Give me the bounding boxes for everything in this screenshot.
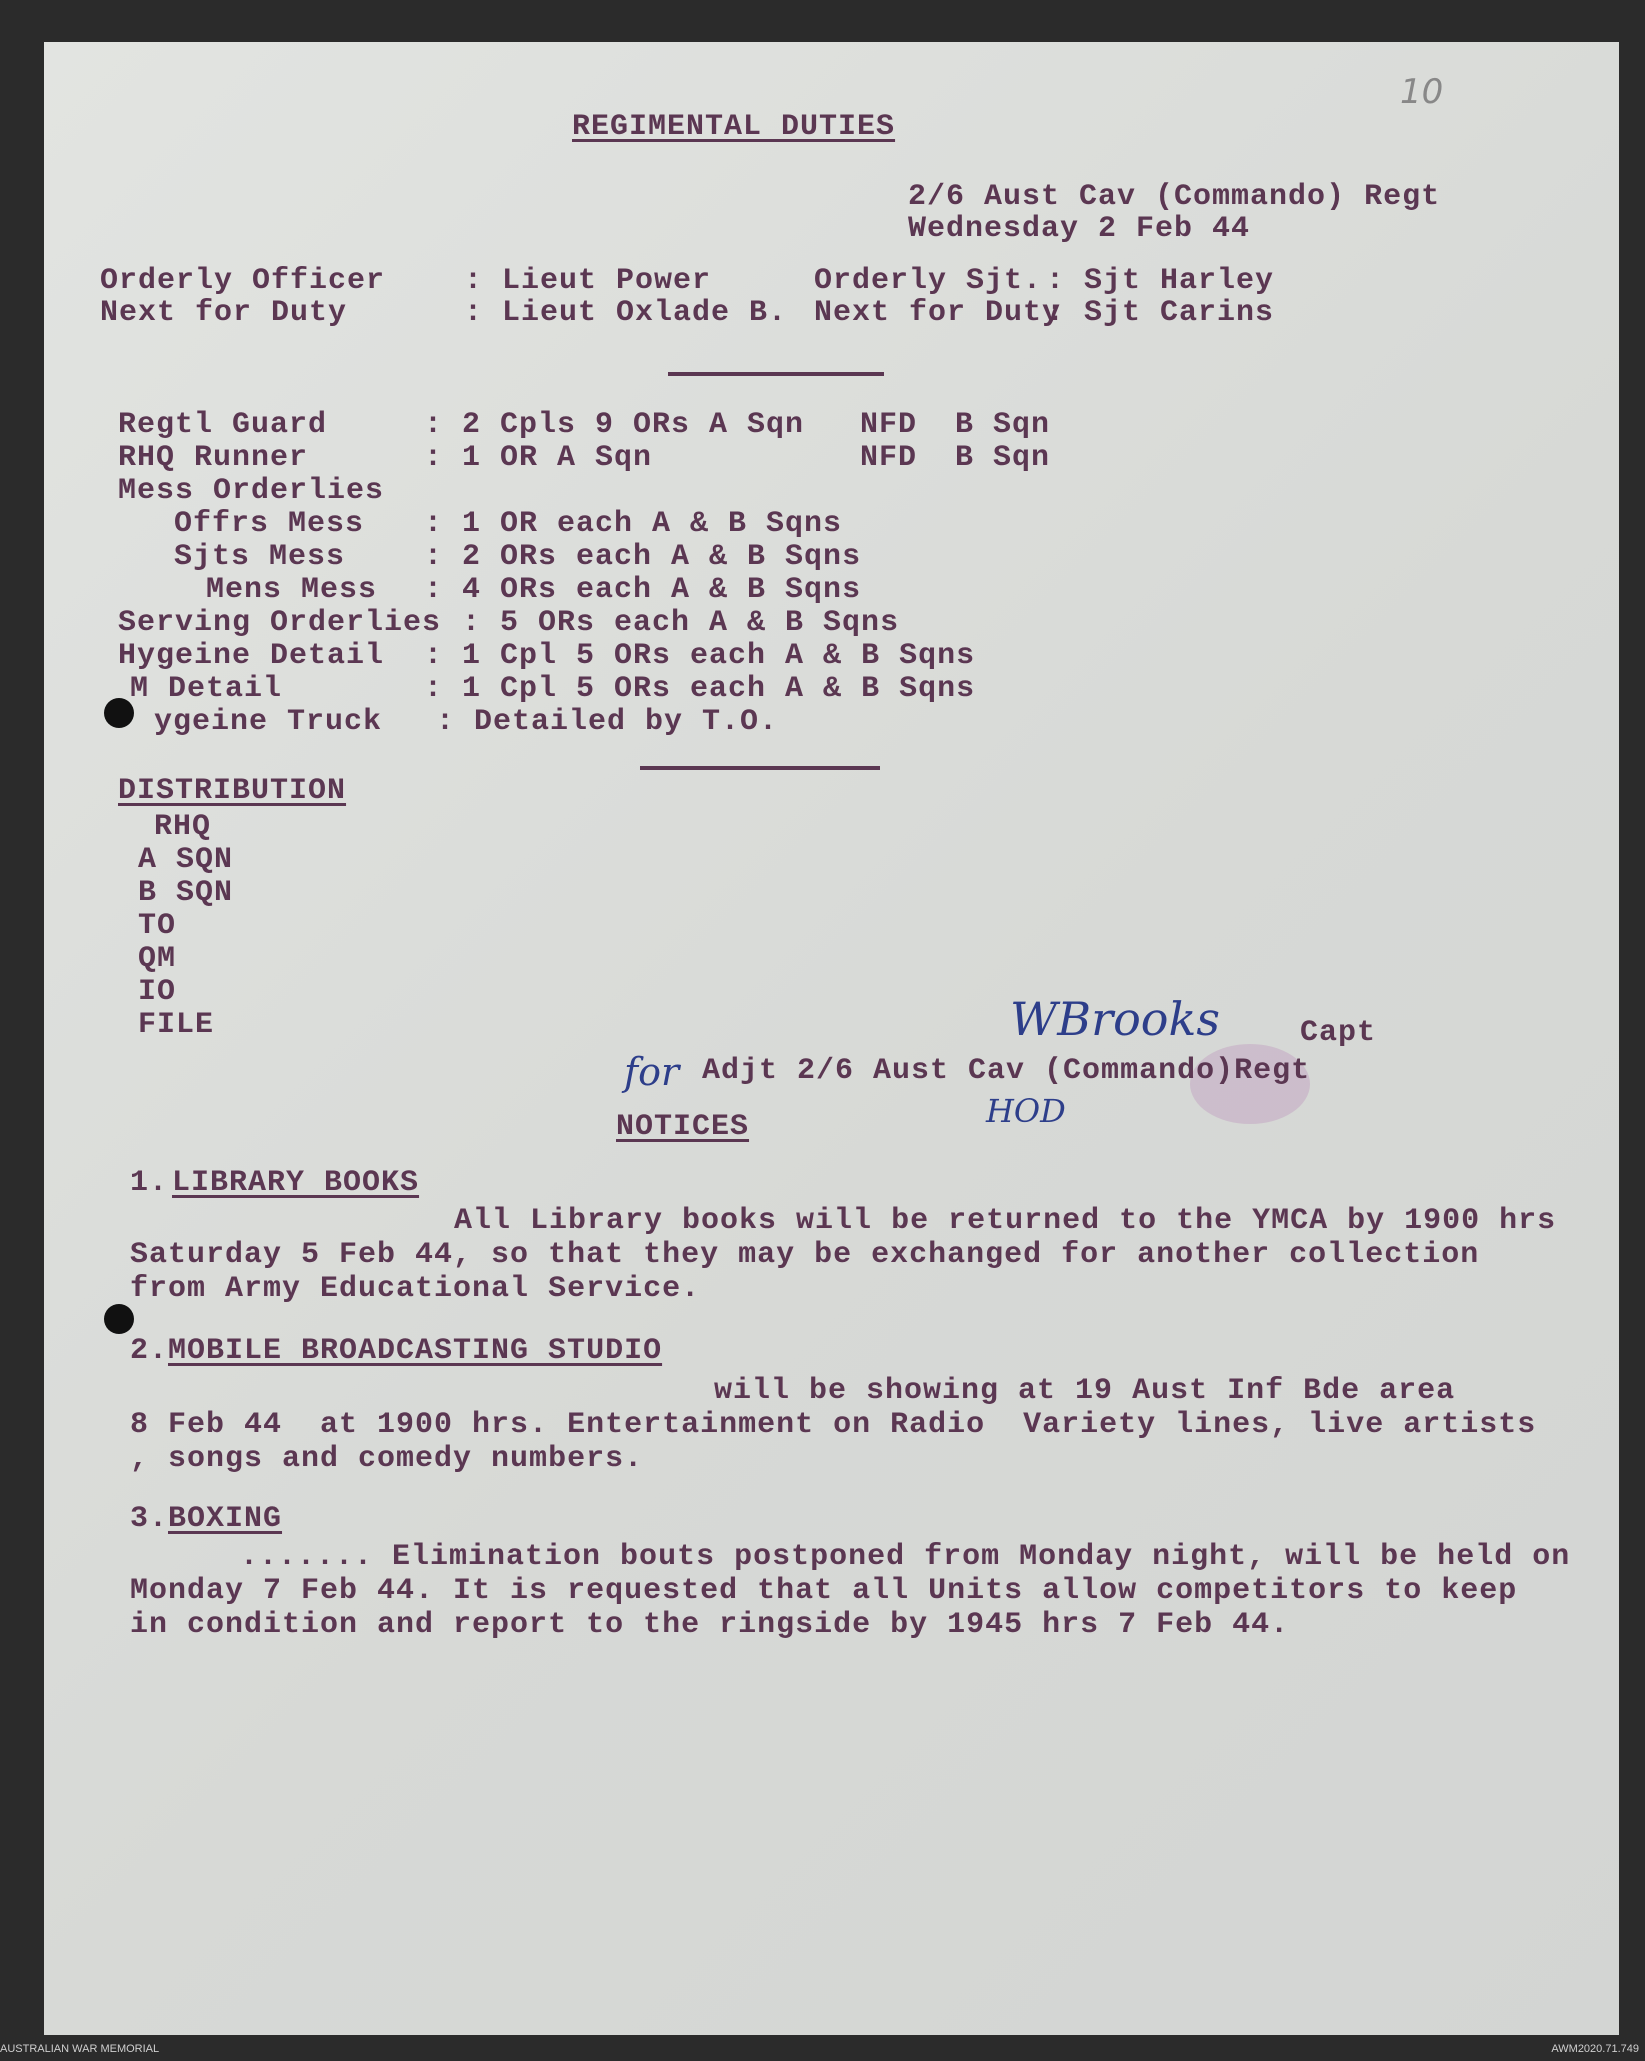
- signature-handwritten: WBrooks: [1010, 992, 1220, 1046]
- orderly-officer-label: Orderly Officer: [100, 264, 386, 298]
- orderly-sjt-value: : Sjt Harley: [1046, 264, 1275, 298]
- notice-line: , songs and comedy numbers.: [130, 1442, 644, 1476]
- duty-label: Mess Orderlies: [118, 474, 385, 508]
- next-duty-label: Next for Duty: [100, 296, 348, 330]
- archive-reference: AWM2020.71.749: [1551, 2043, 1639, 2055]
- duty-label: RHQ Runner: [118, 441, 309, 475]
- duty-label: Regtl Guard: [118, 408, 328, 442]
- duty-label: Mens Mess: [206, 573, 378, 607]
- divider-rule: [640, 766, 880, 770]
- notice-line: ....... Elimination bouts postponed from Monday night, will be held on: [240, 1540, 1571, 1574]
- duty-value: : Detailed by T.O.: [436, 705, 779, 739]
- notice-number: 1.: [130, 1166, 169, 1200]
- punch-hole: [104, 1304, 134, 1334]
- signature-rank: Capt: [1300, 1016, 1377, 1050]
- next-duty-sjt-value: : Sjt Carins: [1046, 296, 1275, 330]
- notice-line: from Army Educational Service.: [130, 1272, 701, 1306]
- notice-line: Monday 7 Feb 44. It is requested that all Units allow competitors to keep: [130, 1574, 1518, 1608]
- notice-heading: BOXING: [168, 1502, 283, 1536]
- notice-heading: LIBRARY BOOKS: [172, 1166, 420, 1200]
- archive-credit: AUSTRALIAN WAR MEMORIAL: [0, 2043, 160, 2055]
- signature-initials: HOD: [986, 1092, 1066, 1130]
- document-page: [44, 42, 1619, 2035]
- signature-block: Adjt 2/6 Aust Cav (Commando)Regt: [702, 1054, 1311, 1088]
- notice-line: 8 Feb 44 at 1900 hrs. Entertainment on Radio Variety lines, live artists: [130, 1408, 1537, 1442]
- duty-nfd: NFD B Sqn: [860, 408, 1051, 442]
- unit-name: 2/6 Aust Cav (Commando) Regt: [908, 180, 1441, 214]
- duty-label: M Detail: [130, 672, 283, 706]
- notice-line: will be showing at 19 Aust Inf Bde area: [714, 1374, 1456, 1408]
- notice-line: in condition and report to the ringside by 1945 hrs 7 Feb 44.: [130, 1608, 1290, 1642]
- divider-rule: [668, 372, 884, 376]
- duty-label: Offrs Mess: [174, 507, 365, 541]
- duty-value: : 1 Cpl 5 ORs each A & B Sqns: [424, 672, 976, 706]
- duty-value: : 5 ORs each A & B Sqns: [462, 606, 900, 640]
- notice-heading: MOBILE BROADCASTING STUDIO: [168, 1334, 663, 1368]
- duty-value: : 2 ORs each A & B Sqns: [424, 540, 862, 574]
- distribution-title: DISTRIBUTION: [118, 774, 347, 808]
- orderly-sjt-label: Orderly Sjt.: [814, 264, 1043, 298]
- notice-line: Saturday 5 Feb 44, so that they may be exchanged for another collection: [130, 1238, 1480, 1272]
- document-title: REGIMENTAL DUTIES: [572, 110, 896, 144]
- duty-nfd: NFD B Sqn: [860, 441, 1051, 475]
- notices-title: NOTICES: [616, 1110, 750, 1144]
- distribution-item: TO: [138, 909, 177, 943]
- orderly-officer-value: : Lieut Power: [464, 264, 712, 298]
- notice-line: All Library books will be returned to the YMCA by 1900 hrs: [454, 1204, 1557, 1238]
- distribution-item: RHQ: [154, 810, 212, 844]
- next-duty-value: : Lieut Oxlade B.: [464, 296, 788, 330]
- duty-value: : 2 Cpls 9 ORs A Sqn: [424, 408, 805, 442]
- duty-value: : 1 Cpl 5 ORs each A & B Sqns: [424, 639, 976, 673]
- notice-number: 2.: [130, 1334, 169, 1368]
- duty-label: Serving Orderlies: [118, 606, 442, 640]
- duty-value: : 4 ORs each A & B Sqns: [424, 573, 862, 607]
- distribution-item: A SQN: [138, 843, 234, 877]
- notice-number: 3.: [130, 1502, 169, 1536]
- duty-label: ygeine Truck: [154, 705, 383, 739]
- page-number: 10: [1400, 72, 1444, 112]
- signature-prefix: for: [624, 1050, 680, 1094]
- distribution-item: QM: [138, 942, 177, 976]
- distribution-item: FILE: [138, 1008, 215, 1042]
- distribution-item: B SQN: [138, 876, 234, 910]
- duty-label: Sjts Mess: [174, 540, 346, 574]
- punch-hole: [104, 698, 134, 728]
- document-date: Wednesday 2 Feb 44: [908, 212, 1251, 246]
- next-duty-sjt-label: Next for Duty: [814, 296, 1062, 330]
- distribution-item: IO: [138, 975, 177, 1009]
- duty-value: : 1 OR A Sqn: [424, 441, 653, 475]
- duty-value: : 1 OR each A & B Sqns: [424, 507, 843, 541]
- duty-label: Hygeine Detail: [118, 639, 385, 673]
